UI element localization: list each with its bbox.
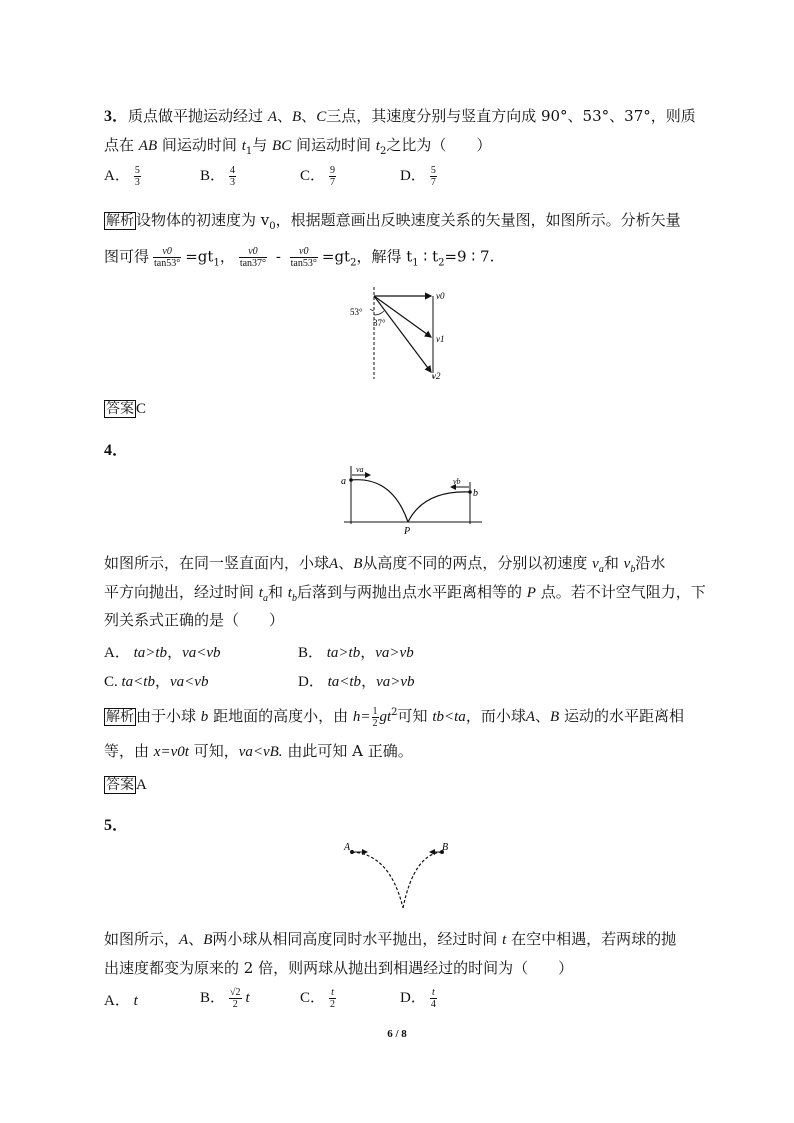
q3-answer: 答案 C — [106, 401, 147, 417]
v2-arrow — [374, 296, 431, 372]
angle-53-label: 53° — [350, 307, 363, 317]
fraction: $\frac{√2}{2}$ — [230, 987, 241, 1011]
vb-label: vb — [453, 477, 461, 486]
v1-label: v1 — [436, 334, 445, 344]
q4-analysis-line2: 等，由 x=v0t 可知，va<vB. 由此可知 A 正确。 — [104, 742, 413, 760]
q3-analysis-line1: 解析 设物体的初速度为 $v_0$，根据题意画出反映速度关系的矢量图，如图所示。分析矢量 — [106, 211, 681, 232]
q5-option-c[interactable]: C． $\frac{t}{2}$ — [300, 987, 336, 1011]
angle-37-label: 37° — [373, 318, 386, 328]
trajectory-a — [351, 480, 408, 522]
question-number: 3． — [104, 108, 129, 125]
q4-stem-line3: 列关系式正确的是（ ） — [104, 611, 285, 629]
q4-answer: 答案 A — [106, 777, 147, 793]
fraction: $\frac{t}{2}$ — [330, 987, 336, 1011]
trajectory-B — [403, 852, 442, 908]
q3-option-a[interactable]: A． $\frac{5}{3}$ — [104, 165, 140, 189]
q5-option-b[interactable]: B． $\frac{√2}{2}$ t — [200, 987, 250, 1011]
q5-stem-line2: 出速度都变为原来的 2 倍，则两球从抛出到相遇经过的时间为（ ） — [104, 959, 574, 977]
q3-option-b[interactable]: B． $\frac{4}{3}$ — [200, 165, 236, 189]
fraction: $\frac{5}{3}$ — [134, 165, 140, 189]
point-b-label: b — [473, 488, 478, 499]
q4-stem-line1: 如图所示，在同一竖直面内，小球A、B从高度不同的两点，分别以初速度 $v_a$和 $v_b$沿水 — [104, 554, 666, 575]
q5-option-d[interactable]: D． $\frac{t}{4}$ — [400, 987, 436, 1011]
trajectory-b — [408, 492, 470, 522]
answer-tag: 答案 — [106, 777, 134, 793]
q4-option-a[interactable]: A． ta>tb，va<vb — [104, 645, 221, 661]
va-label: va — [356, 465, 364, 474]
velocity-vector-diagram — [340, 285, 460, 385]
analysis-tag: 解析 — [106, 709, 134, 725]
q4-option-b[interactable]: B． ta>tb，va>vb — [298, 645, 414, 661]
projectile-diagram-ab — [340, 462, 490, 538]
fraction: $\frac{1}{2}$ — [372, 705, 378, 729]
analysis-tag: 解析 — [106, 213, 134, 229]
ball-A-label: A — [344, 842, 351, 853]
answer-tag: 答案 — [106, 401, 134, 417]
fraction: $\frac{t}{4}$ — [430, 987, 436, 1011]
q3-stem-line1: 3．质点做平抛运动经过 A、B、C三点，其速度分别与竖直方向成 90°、53°、37°，则质 — [104, 107, 696, 125]
fraction: $\frac{5}{7}$ — [430, 165, 436, 189]
q3-analysis-line2: 图可得 $\frac{v0}{\tan 53^\circ}$ $=gt_1$， $\frac{v0}{\tan 37^\circ}$ - $\frac{v0}{\tan 53^\circ}$ $=gt_2$，解得 $t_1$ ∶ $t_2=9$ ∶ 7. — [104, 246, 495, 269]
fraction: $\frac{v0}{\tan 37^\circ}$ — [239, 246, 267, 269]
fraction: $\frac{4}{3}$ — [230, 165, 236, 189]
q3-stem-line2: 点在 AB 间运动时间 $t_1$与 BC 间运动时间 $t_2$之比为（ ） — [104, 136, 492, 157]
q4-stem-line2: 平方向抛出，经过时间 $t_a$和 $t_b$后落到与两抛出点水平距离相等的 P 点。若不计空气阻力，下 — [104, 583, 706, 604]
point-p-label: P — [404, 526, 411, 537]
projectile-diagram-meeting — [338, 838, 468, 912]
fraction: $\frac{v0}{\tan 53^\circ}$ — [290, 246, 317, 269]
q4-analysis-line1: 解析 由于小球 b 距地面的高度小，由 h= $\frac{1}{2}$ $gt^2$可知 tb<ta，而小球A、B 运动的水平距离相 — [106, 705, 684, 729]
question-number: 5． — [104, 817, 129, 834]
q5-option-a[interactable]: A． t — [104, 993, 138, 1009]
q5-stem-line1: 如图所示，A、B两小球从相同高度同时水平抛出，经过时间 t 在空中相遇，若两球的抛 — [104, 930, 677, 948]
fraction: $\frac{v0}{\tan 53^\circ}$ — [154, 246, 181, 269]
ball-B-label: B — [442, 842, 449, 853]
trajectory-A — [352, 852, 403, 908]
q4-number — [104, 440, 128, 461]
q3-option-d[interactable]: D． $\frac{5}{7}$ — [400, 165, 436, 189]
q4-option-d[interactable]: D． ta<tb，va>vb — [298, 674, 415, 690]
v2-label: v2 — [432, 371, 441, 381]
point-a-label: a — [341, 476, 346, 487]
v0-label: v0 — [436, 291, 445, 301]
fraction: $\frac{9}{7}$ — [330, 165, 336, 189]
q3-option-c[interactable]: C． $\frac{9}{7}$ — [300, 165, 336, 189]
q4-option-c[interactable]: C. ta<tb，va<vb — [104, 674, 209, 690]
v1-arrow — [374, 296, 431, 337]
page-number: 6 / 8 — [387, 1028, 407, 1040]
q5-number — [104, 815, 128, 836]
question-number: 4． — [104, 442, 129, 459]
